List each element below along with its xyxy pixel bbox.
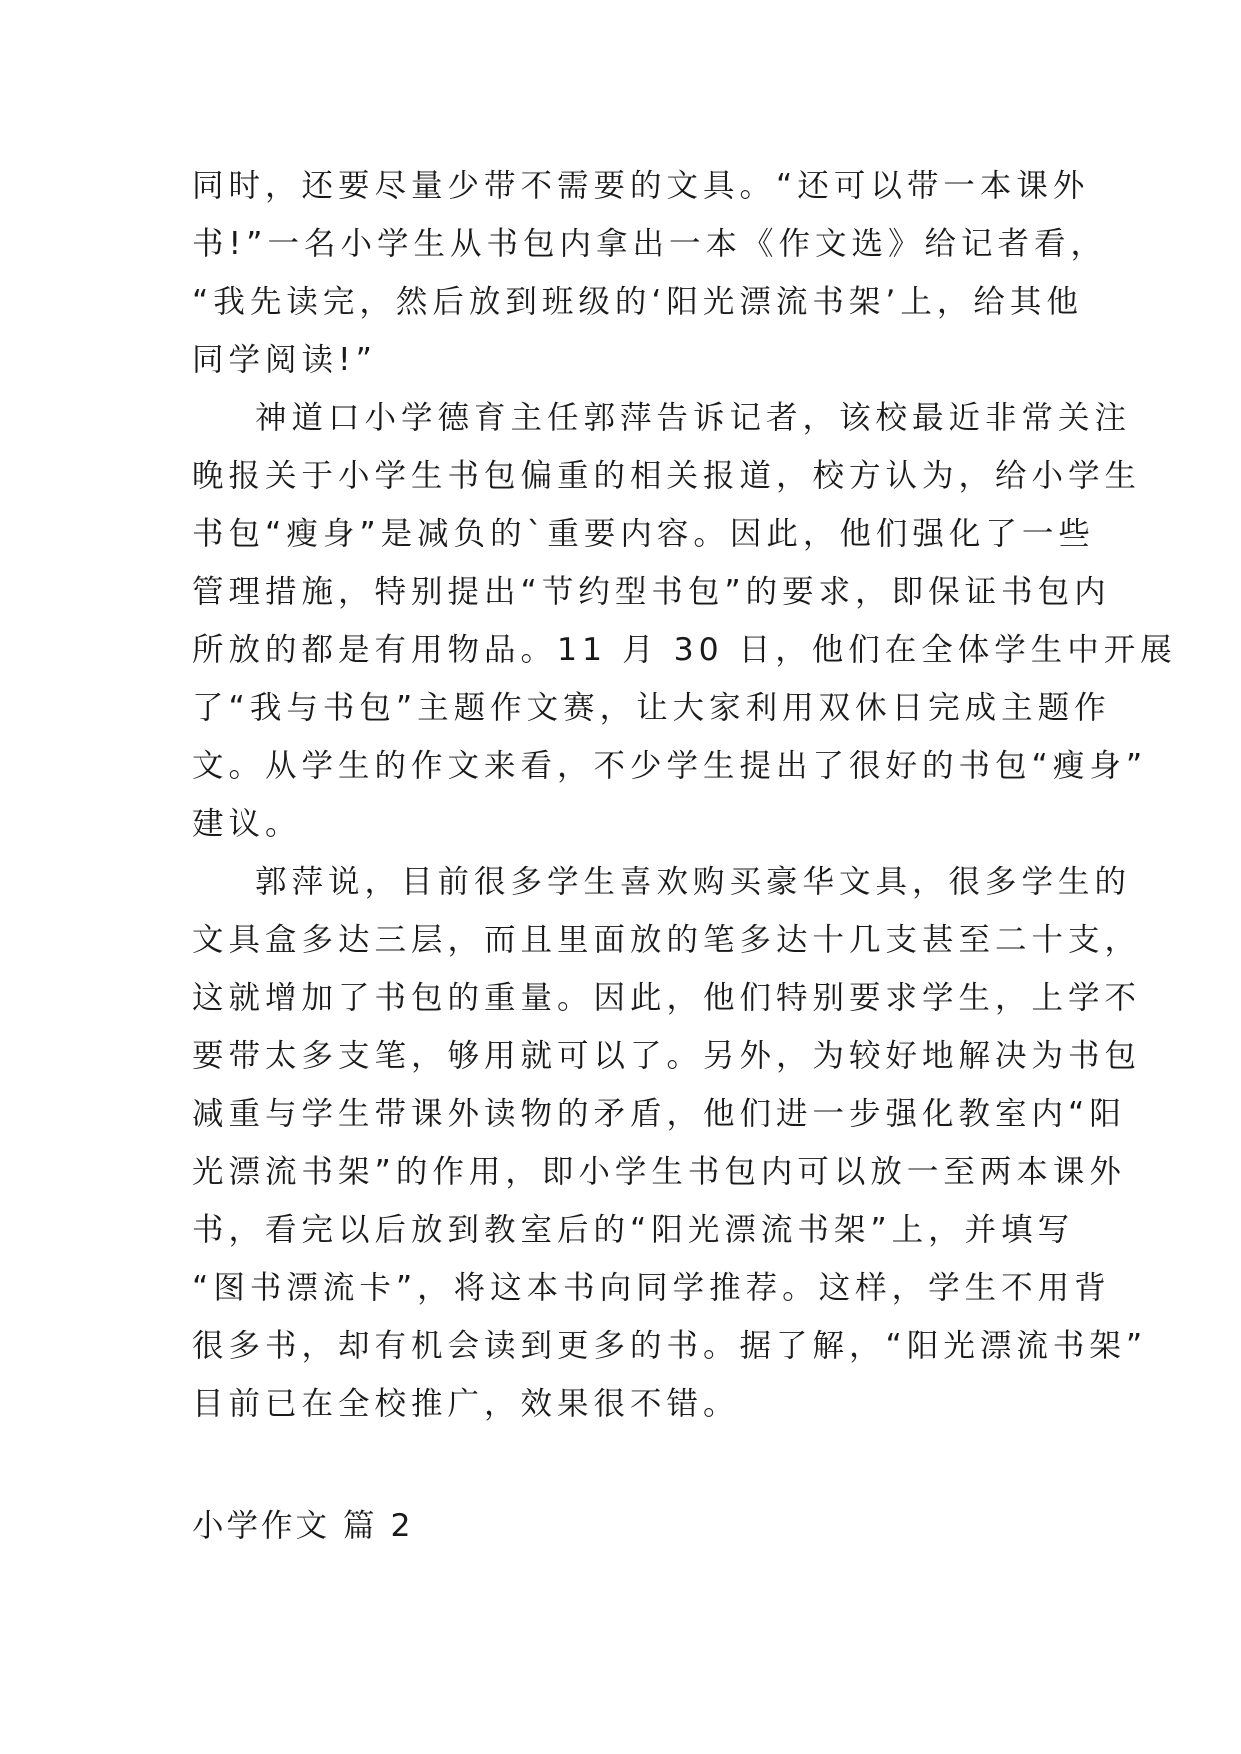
text-line: 这就增加了书包的重量。因此，他们特别要求学生，上学不: [192, 980, 1142, 1016]
text-line: 书包“瘦身”是减负的`重要内容。因此，他们强化了一些: [192, 516, 1095, 552]
text-line: 管理措施，特别提出“节约型书包”的要求，即保证书包内: [192, 574, 1111, 610]
text-line: 晚报关于小学生书包偏重的相关报道，校方认为，给小学生: [192, 458, 1142, 494]
text-line: 所放的都是有用物品。11 月 30 日，他们在全体学生中开展: [192, 632, 1177, 668]
text-line: 目前已在全校推广，效果很不错。: [192, 1386, 740, 1422]
text-line: 同时，还要尽量少带不需要的文具。“还可以带一本课外: [192, 168, 1090, 204]
text-line: 书，看完以后放到教室后的“阳光漂流书架”上，并填写: [192, 1212, 1075, 1248]
text-line: “我先读完，然后放到班级的‘阳光漂流书架’上，给其他: [192, 284, 1083, 320]
paragraph-1: [192, 157, 1107, 389]
text-line: 很多书，却有机会读到更多的书。据了解，“阳光漂流书架”: [192, 1328, 1148, 1364]
text-line: 同学阅读!”: [192, 342, 377, 378]
text-line: “图书漂流卡”，将这本书向同学推荐。这样，学生不用背: [192, 1270, 1111, 1306]
text-line: 光漂流书架”的作用，即小学生书包内可以放一至两本课外: [192, 1154, 1126, 1190]
paragraph-3: [192, 853, 1148, 1433]
text-line: 文具盒多达三层，而且里面放的笔多达十几支甚至二十支，: [192, 922, 1142, 958]
text-line: 书!”一名小学生从书包内拿出一本《作文选》给记者看，: [192, 226, 1107, 262]
text-line: 了“我与书包”主题作文赛，让大家利用双休日完成主题作: [192, 690, 1111, 726]
paragraph-2: [192, 389, 1177, 853]
text-line: 文。从学生的作文来看，不少学生提出了很好的书包“瘦身”: [192, 748, 1148, 784]
section-heading: 小学作文 篇 2: [192, 1508, 414, 1544]
text-line: 郭萍说，目前很多学生喜欢购买豪华文具，很多学生的: [255, 864, 1132, 900]
text-line: 神道口小学德育主任郭萍告诉记者，该校最近非常关注: [255, 400, 1132, 436]
text-line: 要带太多支笔，够用就可以了。另外，为较好地解决为书包: [192, 1038, 1142, 1074]
text-line: 建议。: [192, 806, 302, 842]
text-line: 减重与学生带课外读物的矛盾，他们进一步强化教室内“阳: [192, 1096, 1126, 1132]
